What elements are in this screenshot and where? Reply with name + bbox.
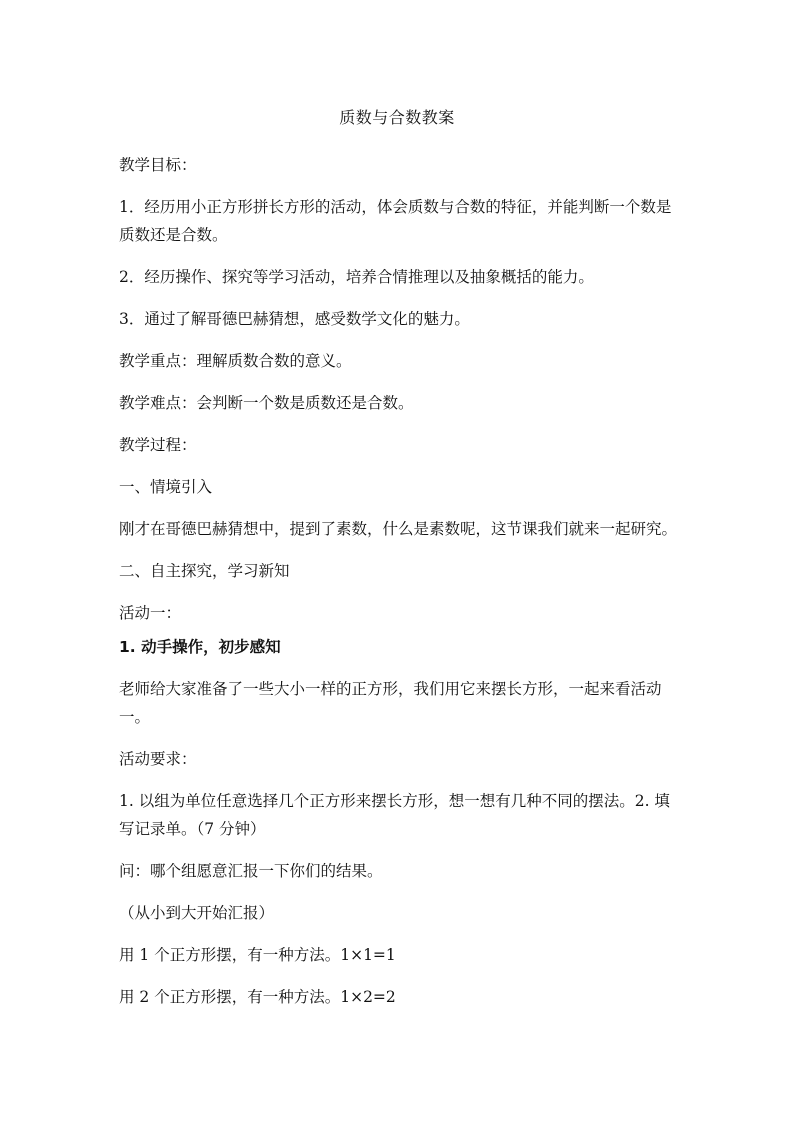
paragraph-teaching-goals-heading: 教学目标： — [119, 156, 197, 174]
paragraph-activity-one-heading: 活动一： — [119, 604, 182, 622]
paragraph-example-one-square: 用 1 个正方形摆，有一种方法。1×1=1 — [119, 946, 396, 964]
paragraph-goal-1: 1．经历用小正方形拼长方形的活动，体会质数与合数的特征，并能判断一个数是质数还是合数。 — [119, 198, 672, 244]
document-body — [119, 151, 679, 1025]
paragraph-section-two-heading: 二、自主探究，学习新知 — [119, 562, 290, 580]
paragraph-example-two-squares: 用 2 个正方形摆，有一种方法。1×2=2 — [119, 988, 396, 1006]
paragraph-difficult-point: 教学难点：会判断一个数是质数还是合数。 — [119, 394, 414, 412]
paragraph-activity-requirements-text: 1. 以组为单位任意选择几个正方形来摆长方形，想一想有几种不同的摆法。2. 填写记录单。（7 分钟） — [119, 792, 670, 838]
paragraph-teacher-prepared-text: 老师给大家准备了一些大小一样的正方形，我们用它来摆长方形，一起来看活动一。 — [119, 680, 662, 726]
paragraph-goal-3: 3．通过了解哥德巴赫猜想，感受数学文化的魅力。 — [119, 310, 470, 328]
paragraph-report-order-text: （从小到大开始汇报） — [119, 904, 275, 922]
paragraph-goal-2: 2．经历操作、探究等学习活动，培养合情推理以及抽象概括的能力。 — [119, 268, 594, 286]
paragraph-section-one-heading: 一、情境引入 — [119, 478, 213, 496]
paragraph-question-text: 问：哪个组愿意汇报一下你们的结果。 — [119, 862, 383, 880]
paragraph-hands-on-heading: 1. 动手操作，初步感知 — [119, 638, 281, 656]
paragraph-process-heading: 教学过程： — [119, 436, 197, 454]
paragraph-activity-requirements-heading: 活动要求： — [119, 750, 197, 768]
paragraph-introduction-text: 刚才在哥德巴赫猜想中，提到了素数，什么是素数呢，这节课我们就来一起研究。 — [119, 520, 678, 538]
paragraph-key-point: 教学重点：理解质数合数的意义。 — [119, 352, 352, 370]
document-title: 质数与合数教案 — [339, 108, 455, 127]
